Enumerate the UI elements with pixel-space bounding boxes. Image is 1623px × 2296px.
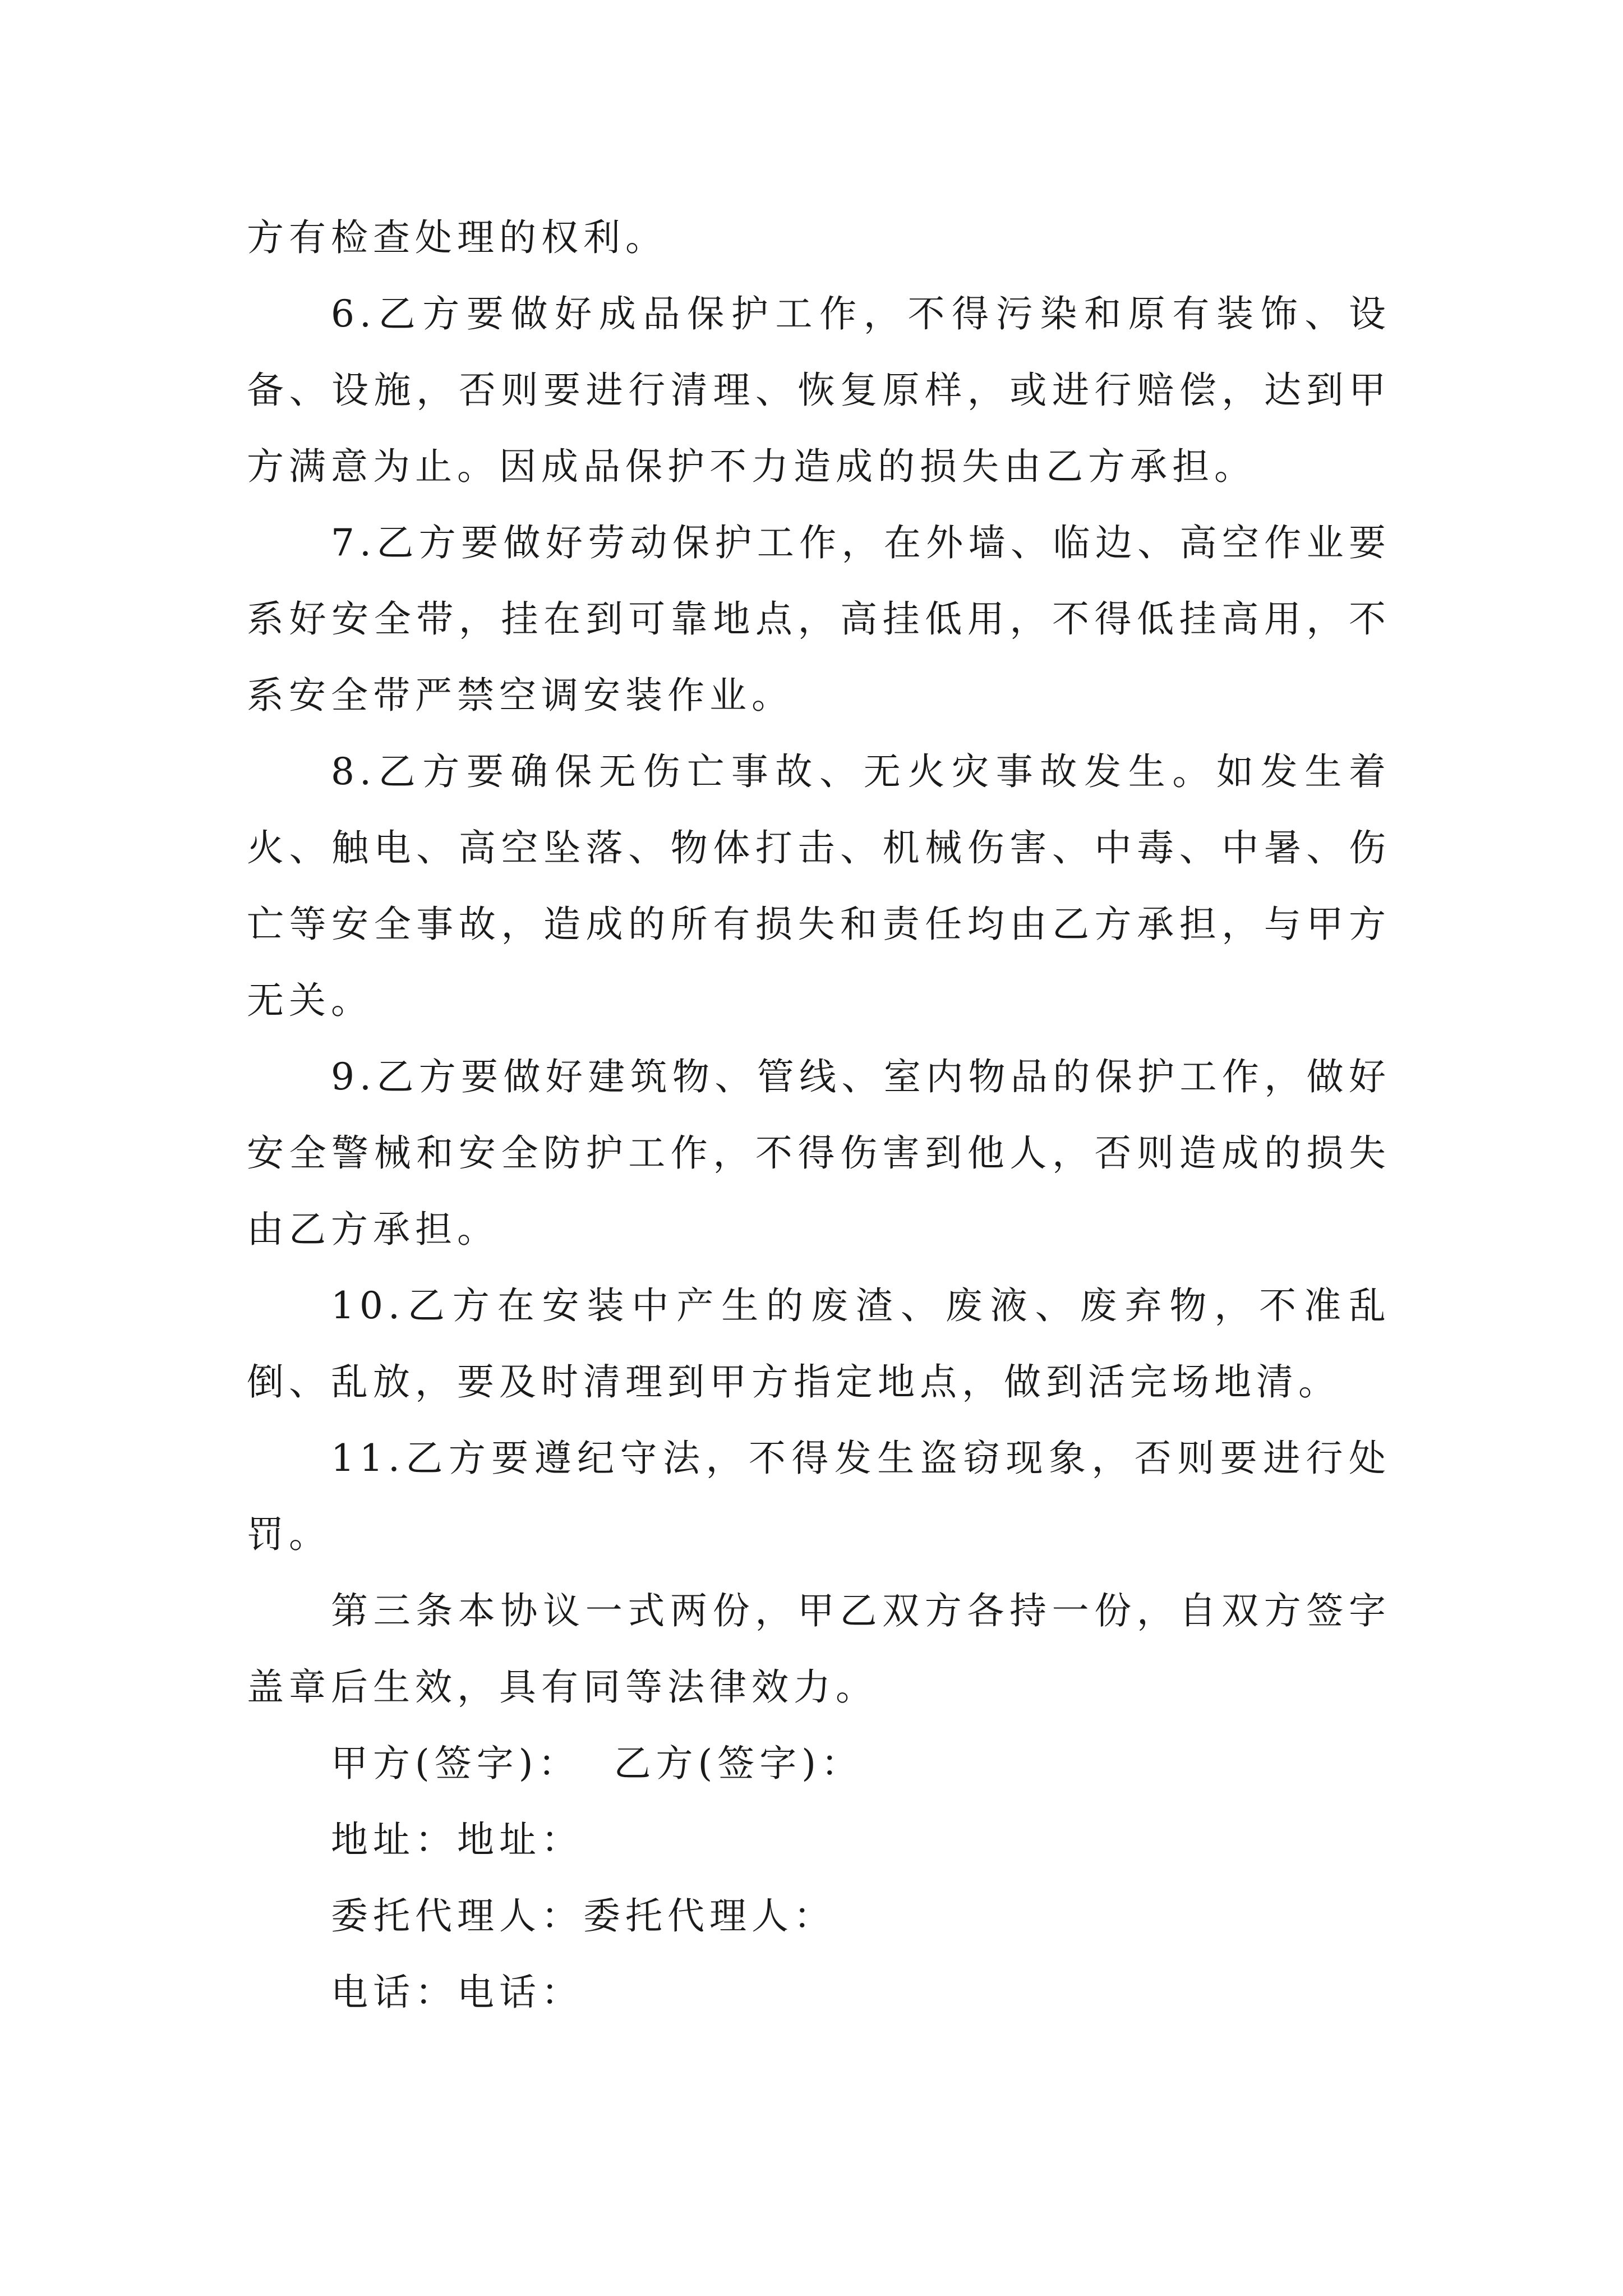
clause-9: 9.乙方要做好建筑物、管线、室内物品的保护工作，做好安全警械和安全防护工作，不得伤害到他人，否则造成的损失由乙方承担。: [247, 1055, 1391, 1251]
signature-address-line: 地址：地址：: [331, 1818, 583, 1861]
article-3: 第三条本协议一式两份，甲乙双方各持一份，自双方签字盖章后生效，具有同等法律效力。: [247, 1589, 1391, 1709]
clause-11: 11.乙方要遵纪守法，不得发生盗窃现象，否则要进行处罚。: [247, 1437, 1391, 1556]
clause-7: 7.乙方要做好劳动保护工作，在外墙、临边、高空作业要系好安全带，挂在到可靠地点，高挂低用，不得低挂高用，不系安全带严禁空调安装作业。: [247, 521, 1391, 717]
clause-8: 8.乙方要确保无伤亡事故、无火灾事故发生。如发生着火、触电、高空坠落、物体打击、机械伤害、中毒、中暑、伤亡等安全事故，造成的所有损失和责任均由乙方承担，与甲方无关。: [247, 750, 1391, 1022]
paragraph-continuation: 方有检查处理的权利。: [247, 216, 667, 259]
clause-10: 10.乙方在安装中产生的废渣、废液、废弃物，不准乱倒、乱放，要及时清理到甲方指定地点，做到活完场地清。: [247, 1284, 1391, 1404]
document-body: [247, 200, 1391, 2031]
signature-agent-line: 委托代理人：委托代理人：: [331, 1894, 836, 1938]
signature-party-line: 甲方(签字)： 乙方(签字)：: [331, 1742, 863, 1785]
clause-6: 6.乙方要做好成品保护工作，不得污染和原有装饰、设备、设施，否则要进行清理、恢复原样，或进行赔偿，达到甲方满意为止。因成品保护不力造成的损失由乙方承担。: [247, 292, 1391, 488]
signature-phone-line: 电话：电话：: [331, 1971, 583, 2014]
